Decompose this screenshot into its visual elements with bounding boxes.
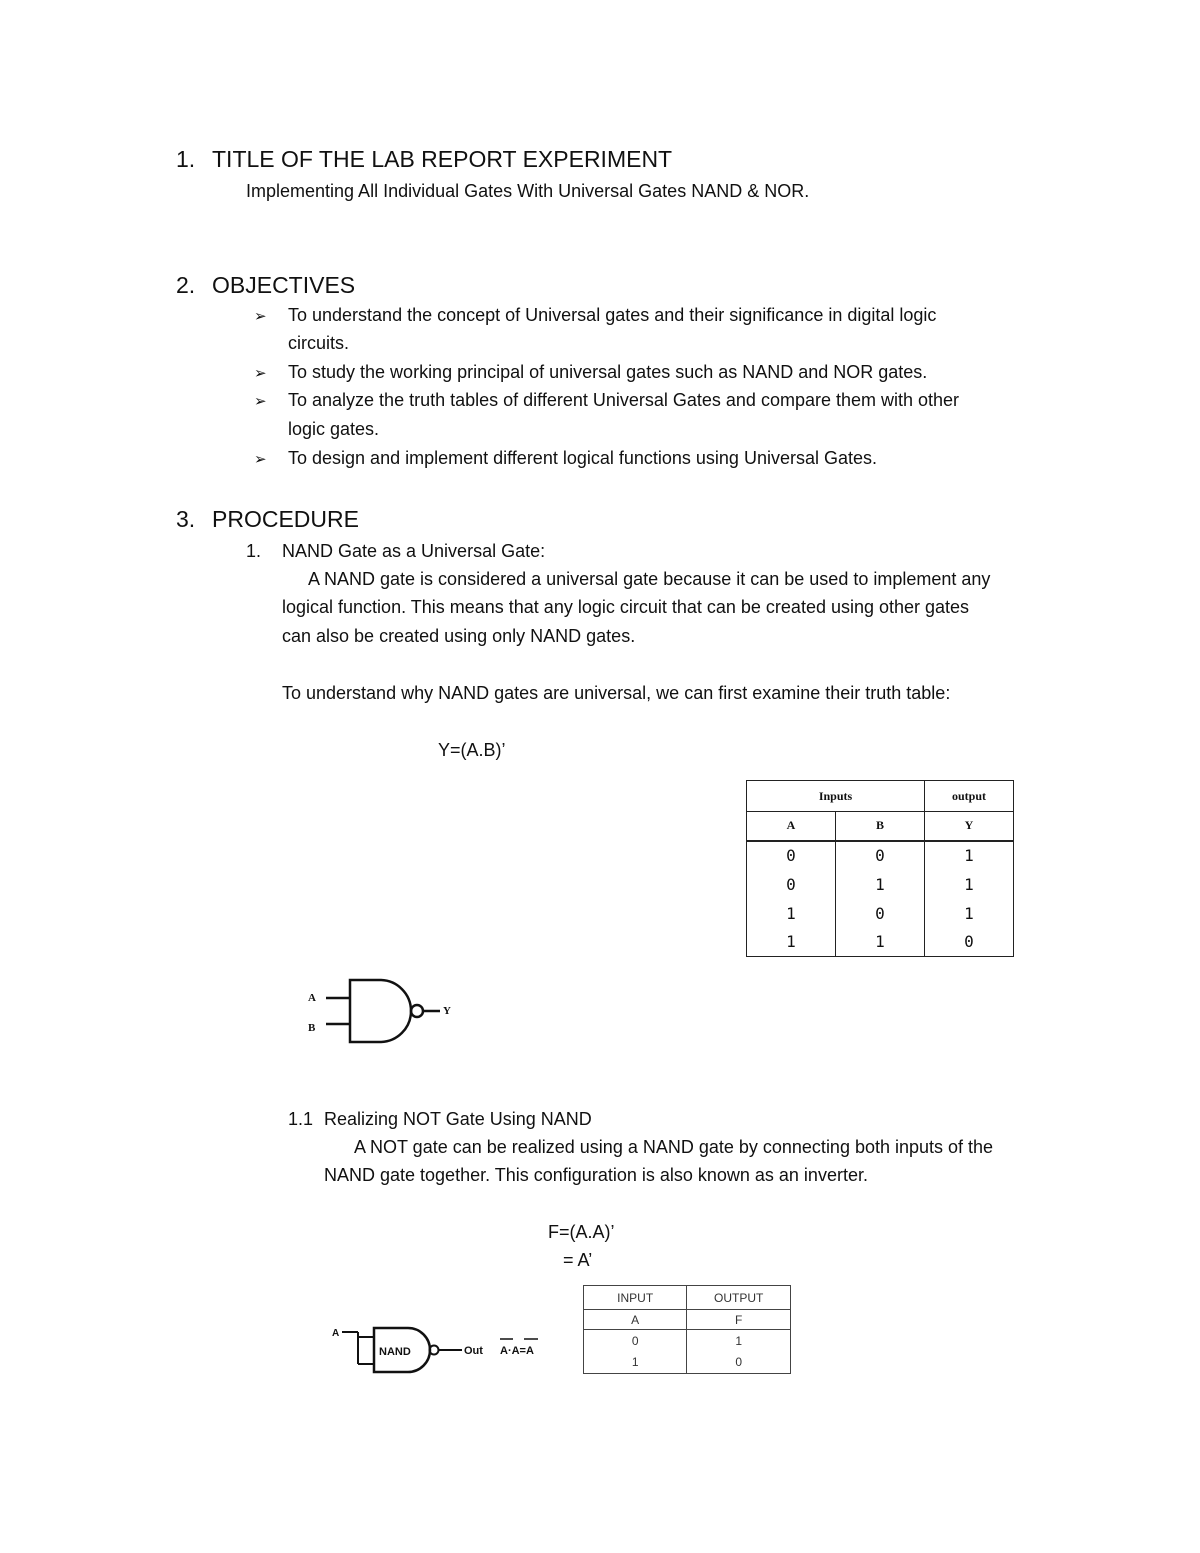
table-cell: 1: [925, 841, 1014, 870]
diagram-input-a: A: [308, 992, 316, 1004]
not-diagram-out-expression: A·A=A: [500, 1345, 534, 1357]
item-1-1-title: Realizing NOT Gate Using NAND: [324, 1109, 592, 1129]
table-cell: 0: [747, 841, 836, 870]
section-2-number: 2.: [176, 272, 196, 298]
nand-gate-diagram: [300, 970, 470, 1052]
item-1-paragraph-line2: logical function. This means that any logic circuit that can be created using other gates: [282, 597, 970, 617]
objective-1-line2: circuits.: [288, 333, 350, 353]
table-cell: 0: [836, 841, 925, 870]
col-y-header: Y: [925, 812, 1014, 841]
objective-4-line1: To design and implement different logical functions using Universal Gates.: [288, 448, 877, 468]
table-cell: 1: [836, 928, 925, 957]
bullet-icon: ➢: [254, 451, 267, 468]
diagram-input-b: B: [308, 1022, 316, 1034]
bullet-icon: ➢: [254, 393, 267, 410]
table-cell: 1: [584, 1352, 687, 1374]
objective-3-line1: To analyze the truth tables of different Universal Gates and compare them with other: [288, 390, 960, 410]
table-cell: 1: [925, 870, 1014, 899]
item-1-number: 1.: [246, 541, 262, 561]
col-a-header: A: [747, 812, 836, 841]
item-1-1-paragraph-line2: NAND gate together. This configuration is also known as an inverter.: [324, 1165, 868, 1185]
not-equation-line1: F=(A.A)’: [548, 1222, 615, 1242]
objective-2-line1: To study the working principal of universal gates such as NAND and NOR gates.: [288, 362, 928, 382]
section-1-subtitle: Implementing All Individual Gates With Universal Gates NAND & NOR.: [246, 181, 810, 201]
not-equation-line2: = A’: [563, 1250, 593, 1270]
col-a-header: A: [584, 1310, 687, 1330]
item-1-paragraph-line3: can also be created using only NAND gates.: [282, 626, 636, 646]
not-diagram-gate-label: NAND: [379, 1346, 411, 1358]
section-2-heading: OBJECTIVES: [212, 272, 356, 298]
item-1-intro: To understand why NAND gates are universal, we can first examine their truth table:: [282, 683, 951, 703]
col-f-header: F: [687, 1310, 791, 1330]
section-3-heading: PROCEDURE: [212, 506, 359, 532]
table-cell: 1: [747, 899, 836, 928]
section-1-number: 1.: [176, 146, 196, 172]
table-cell: 0: [925, 928, 1014, 957]
input-header: INPUT: [584, 1286, 687, 1310]
not-diagram-input-a: A: [332, 1328, 340, 1339]
bullet-icon: ➢: [254, 365, 267, 382]
item-1-title: NAND Gate as a Universal Gate:: [282, 541, 546, 561]
table-cell: 0: [687, 1352, 791, 1374]
table-cell: 1: [687, 1330, 791, 1352]
section-3-number: 3.: [176, 506, 196, 532]
not-truth-table: [583, 1285, 791, 1374]
table-cell: 1: [925, 899, 1014, 928]
table-cell: 0: [584, 1330, 687, 1352]
output-header: OUTPUT: [687, 1286, 791, 1310]
nand-gate-icon: [326, 980, 440, 1042]
not-diagram-out-label: Out: [464, 1345, 483, 1357]
item-1-paragraph-line1: A NAND gate is considered a universal gate because it can be used to implement any: [308, 569, 991, 589]
table-cell: 1: [836, 870, 925, 899]
inputs-header: Inputs: [747, 781, 925, 812]
objective-3-line2: logic gates.: [288, 419, 380, 439]
nand-not-diagram: [328, 1320, 558, 1380]
table-cell: 1: [747, 928, 836, 957]
diagram-output-y: Y: [443, 1005, 451, 1017]
nand-truth-table: [746, 780, 1014, 957]
table-cell: 0: [747, 870, 836, 899]
item-1-1-number: 1.1: [288, 1109, 314, 1129]
item-1-1-paragraph-line1: A NOT gate can be realized using a NAND gate by connecting both inputs of the: [354, 1137, 994, 1157]
bullet-icon: ➢: [254, 308, 267, 325]
objective-1-line1: To understand the concept of Universal gates and their significance in digital logic: [288, 305, 937, 325]
nand-equation: Y=(A.B)’: [438, 740, 506, 760]
section-1-heading: TITLE OF THE LAB REPORT EXPERIMENT: [212, 146, 673, 172]
col-b-header: B: [836, 812, 925, 841]
output-header: output: [925, 781, 1014, 812]
table-cell: 0: [836, 899, 925, 928]
